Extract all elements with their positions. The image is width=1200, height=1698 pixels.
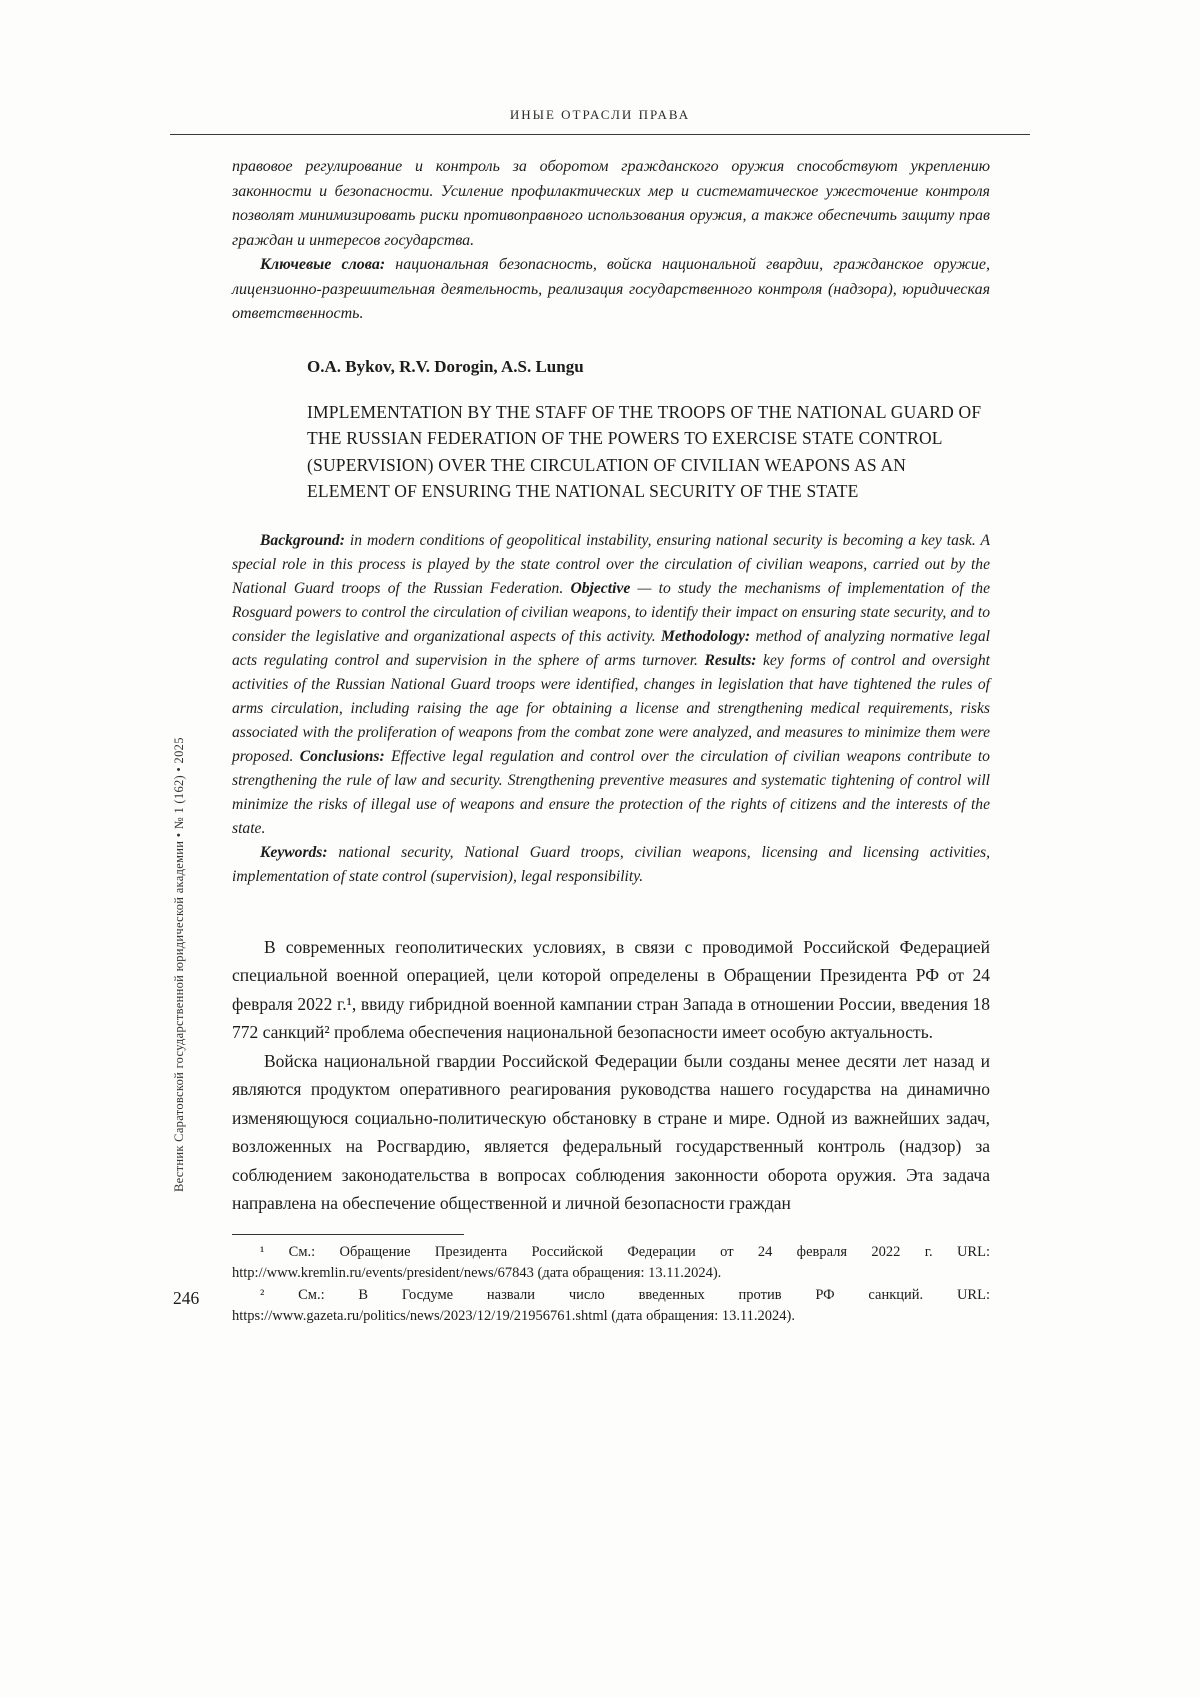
- running-header: ИНЫЕ ОТРАСЛИ ПРАВА: [509, 107, 691, 122]
- abstract-text-results: key forms of control and oversight activities of the Russian National Guard troops were identified, changes in legislation that have tightened the rules of arms circulation, including raising the age for obtaining a license and strengthening medical requirements, risks associated with the proliferation of weapons from the combat zone were analyzed, and measures to minimize them were proposed.: [232, 651, 990, 765]
- russian-keywords: [232, 253, 990, 327]
- abstract-label-objective: Objective: [570, 579, 631, 597]
- body-paragraph-1: В современных геополитических условиях, в связи с проводимой Российской Федерацией специальной военной операцией, цели которой определены в Обращении Президента РФ от 24 февраля 2022 г.¹, ввиду гибридной военной кампании стран Запада в отношении России, введения 18 772 санкций² проблема обеспечения национальной безопасности имеет особую актуальность.: [232, 936, 990, 1042]
- footnote-2: ² См.: В Госдуме назвали число введенных против РФ санкций. URL: https://www.gazeta.ru/politics/news/2023/12/19/21956761.shtml (дата обращения: 13.11.2024).: [232, 1286, 990, 1324]
- russian-keywords-label: Ключевые слова:: [260, 256, 386, 273]
- russian-abstract: [232, 155, 990, 327]
- page-content: [232, 155, 990, 1328]
- english-abstract: [232, 529, 990, 841]
- body-paragraph-2: Войска национальной гвардии Российской Федерации были созданы менее десяти лет назад и являются продуктом оперативного реагирования руководства нашего государства на динамично изменяющуюся социально-политическую обстановку в стране и мире. Одной из важнейших задач, возложенных на Росгвардию, является федеральный государственный контроль (надзор) за соблюдением законодательства в вопросах соблюдения законности оборота оружия. Эта задача направлена на обеспечение общественной и личной безопасности граждан: [232, 1050, 990, 1213]
- abstract-label-results: Results:: [704, 651, 757, 669]
- russian-abstract-continuation: правовое регулирование и контроль за оборотом гражданского оружия способствуют укреплению законности и безопасности. Усиление профилактических мер и систематическое ужесточение контроля позволят минимизировать риски противоправного использования оружия, а также обеспечить защиту прав граждан и интересов государства.: [232, 158, 990, 249]
- page-number: 246: [173, 1288, 200, 1308]
- article-body: [232, 933, 990, 1218]
- english-keywords-text: national security, National Guard troops, civilian weapons, licensing and licensing activities, implementation of state control (supervision), legal responsibility.: [232, 843, 990, 885]
- article-title: IMPLEMENTATION BY THE STAFF OF THE TROOPS OF THE NATIONAL GUARD OF THE RUSSIAN FEDERATION OF THE POWERS TO EXERCISE STATE CONTROL (SUPERVISION) OVER THE CIRCULATION OF CIVILIAN WEAPONS AS AN ELEMENT OF ENSURING THE NATIONAL SECURITY OF THE STATE: [307, 401, 982, 501]
- abstract-text-background: in modern conditions of geopolitical instability, ensuring national security is becoming a key task. A special role in this process is played by the state control over the circulation of civilian weapons, carried out by the National Guard troops of the Russian Federation.: [232, 531, 990, 597]
- abstract-label-background: Background:: [260, 531, 345, 549]
- authors-line: O.A. Bykov, R.V. Dorogin, A.S. Lungu: [307, 356, 584, 376]
- footnote-1: ¹ См.: Обращение Президента Российской Федерации от 24 февраля 2022 г. URL: http://www.kremlin.ru/events/president/news/67843 (дата обращения: 13.11.2024).: [232, 1243, 990, 1281]
- abstract-text-conclusions: Effective legal regulation and control over the circulation of civilian weapons contribute to strengthening the rule of law and security. Strengthening preventive measures and systematic tightening of control will minimize the risks of illegal use of weapons and ensure the protection of the rights of citizens and the interests of the state.: [232, 747, 990, 837]
- journal-sidebar-title: Вестник Саратовской государственной юридической академии • № 1 (162) • 2025: [172, 737, 186, 1192]
- abstract-text-methodology: method of analyzing normative legal acts regulating control and supervision in the sphere of arms turnover.: [232, 627, 991, 669]
- abstract-text-objective: — to study the mechanisms of implementation of the Rosguard powers to control the circulation of civilian weapons, to identify their impact on ensuring state security, and to consider the legislative and organizational aspects of this activity.: [232, 579, 990, 645]
- russian-keywords-text: национальная безопасность, войска национальной гвардии, гражданское оружие, лицензионно-разрешительная деятельность, реализация государственного контроля (надзора), юридическая ответственность.: [232, 256, 990, 322]
- abstract-label-conclusions: Conclusions:: [299, 747, 385, 765]
- english-keywords-label: Keywords:: [260, 843, 328, 861]
- header-rule: [170, 134, 1030, 135]
- footnotes-block: [232, 1234, 990, 1328]
- footnote-separator-rule: [232, 1234, 464, 1235]
- english-keywords: [232, 841, 990, 889]
- abstract-label-methodology: Methodology:: [661, 627, 751, 645]
